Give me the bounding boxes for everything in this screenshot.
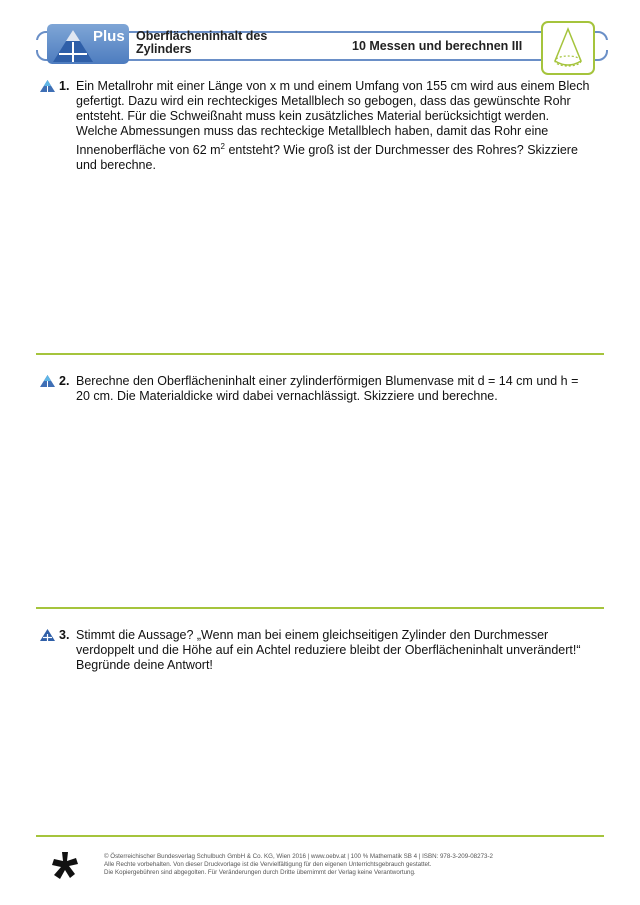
publisher-logo-icon (52, 852, 78, 880)
section-divider (36, 607, 604, 609)
difficulty-triangle-icon (40, 80, 55, 92)
task-number: 1. (59, 79, 70, 93)
title-line-1: Oberflächeninhalt des (136, 29, 268, 43)
section-divider (36, 835, 604, 837)
copyright-notice: © Österreichischer Bundesverlag Schulbuch GmbH & Co. KG, Wien 2016 | www.oebv.at | 100 % Mathematik SB 4 | ISBN: 978-3-209-08273-2 Alle Rechte vorbehalten. Von dieser Druckvorlage ist die Vervielfältigung für den eigenen Unterrichtsgebrauch gestattet. Die Kopiergebühren sind abgegolten. Für Veränderungen durch Dritte übernimmt der Verlag keine Verantwortung. (104, 853, 493, 876)
task-text: Stimmt die Aussage? „Wenn man bei einem gleichseitigen Zylinder den Durchmesser verdoppelt und die Höhe auf ein Achtel reduziere bleibt der Oberflächeninhalt unverändert!“ Begründe deine Antwort! (76, 628, 581, 672)
task-text: Ein Metallrohr mit einer Länge von x m und einem Umfang von 155 cm wird aus einem Blech gefertigt. Dazu wird ein rechteckiges Metallblech so gebogen, dass das gewünschte Rohr entsteht. Für die Schweißnaht muss kein zusätzliches Material berücksichtigt werden. Welche Abmessungen muss das rechteckige Metallblech haben, damit das Rohr eine Innenoberfläche von 62 $m^2$ entsteht? Wie groß ist der Durchmesser des Rohres? Skizziere und berechne. (76, 79, 590, 173)
difficulty-triangle-icon (40, 629, 55, 641)
task-number: 2. (59, 374, 70, 388)
plus-logo (47, 24, 129, 64)
difficulty-triangle-icon (40, 375, 55, 387)
page-title (136, 30, 296, 56)
cone-icon (543, 23, 593, 73)
task-text: Berechne den Oberflächeninhalt einer zylinderförmigen Blumenvase mit d = 14 cm und h = 20 cm. Die Materialdicke wird dabei vernachlässigt. Skizziere und berechne. (76, 374, 579, 403)
chapter-title: 10 Messen und berechnen III (352, 39, 523, 53)
section-divider (36, 353, 604, 355)
title-line-2: Zylinders (136, 42, 192, 56)
logo-label: Plus (93, 28, 125, 45)
task-number: 3. (59, 628, 70, 642)
cone-badge (541, 21, 595, 75)
